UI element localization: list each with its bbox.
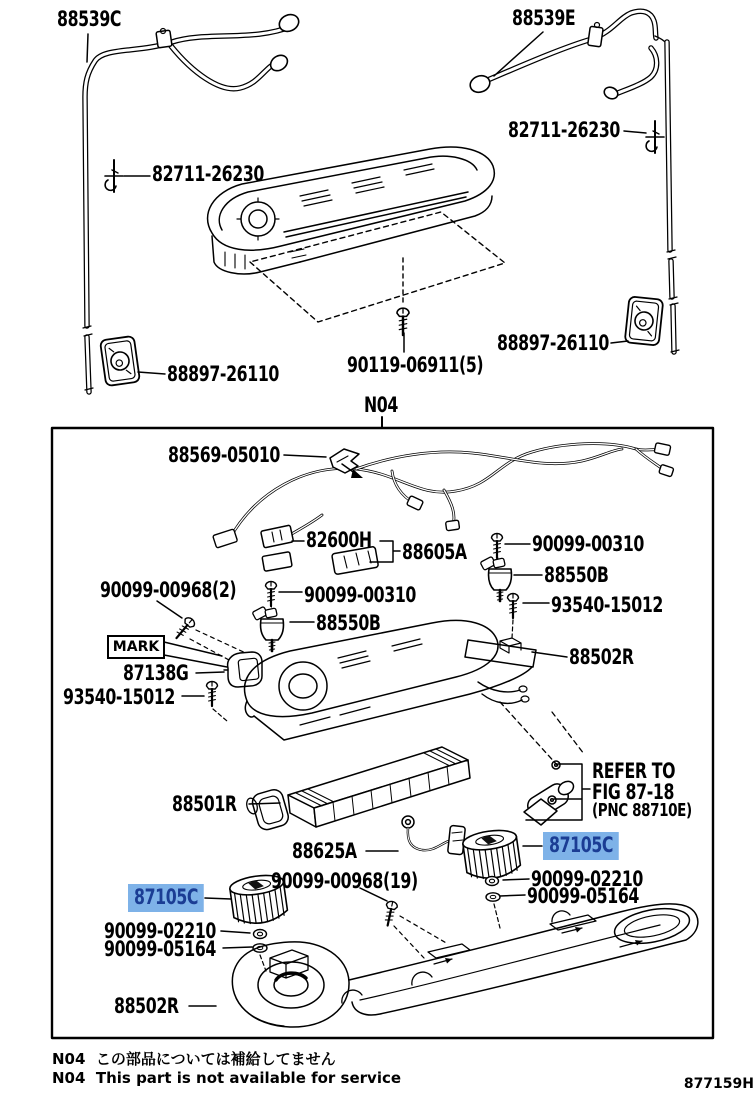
valve-right-drawing [480,556,511,601]
page-code: 877159H [683,1076,754,1092]
part-label-grommet-left: 88897-26110 [167,362,280,386]
footnote-english: N04 This part is not available for service [52,1069,402,1087]
part-label-screw-93540-r: 93540-15012 [551,593,664,617]
blower-right-drawing [462,827,522,881]
actuator-87138G-drawing [224,652,262,687]
part-label-nut-right: 90099-02210 [531,867,644,891]
part-label-valve-left: 88550B [316,611,381,635]
part-label-actuator: 87138G [123,661,189,685]
nut-washer-left-drawing [253,930,267,972]
part-label-case-lower: 88502R [114,994,179,1018]
lead-wire-drawing [402,816,465,855]
screw-93540-left-drawing [207,682,228,722]
refer-note-line1: REFER TO [592,759,676,783]
hose-assembly-left-drawing [83,12,301,392]
hose-clamp-left-drawing [105,160,123,192]
screw-00310-right-drawing [492,534,503,563]
part-label-clip-88569: 88569-05010 [168,443,281,467]
servo-drawing [524,761,576,825]
grommet-left-drawing [100,336,140,386]
valve-left-drawing [252,606,283,651]
hose-clamp-right-drawing [646,121,664,153]
part-label-grommet-right: 88897-26110 [497,331,610,355]
part-label-clamp-left: 82711-26230 [152,162,265,186]
part-label-blower-left[interactable]: 87105C [128,884,204,912]
part-label-hose-right: 88539E [512,6,576,30]
part-label-valve-right: 88550B [544,563,609,587]
part-label-nut-left: 90099-02210 [104,919,217,943]
part-label-clamp-right: 82711-26230 [508,118,621,142]
mark-tag: MARK [107,635,165,659]
part-label-screw-00310-r: 90099-00310 [532,532,645,556]
refer-note-line2: FIG 87-18 [592,780,675,804]
part-label-screw-93540-l: 93540-15012 [63,685,176,709]
part-label-washer-left: 90099-05164 [104,937,217,961]
part-label-blower-right[interactable]: 87105C [543,832,619,860]
part-label-bolt-90119: 90119-06911(5) [347,353,484,377]
part-label-case-upper: 88502R [569,645,634,669]
harness-clip-drawing [330,449,363,478]
screw-93540-right-drawing [508,594,519,639]
grommet-right-drawing [625,296,664,345]
part-label-harness: 82600H [306,528,372,552]
refer-dashed-links [500,702,584,766]
footnote-japanese: N04 この部品については補給してません [52,1050,336,1068]
part-label-washer-right: 90099-05164 [527,884,640,908]
part-label-screw-00310-l: 90099-00310 [304,583,417,607]
part-label-screw-00968-2: 90099-00968(2) [100,578,237,602]
part-label-lead-wire: 88625A [292,839,357,863]
part-label-connector: 88605A [402,540,467,564]
part-label-evaporator: 88501R [172,792,237,816]
screw-00310-left-drawing [266,582,277,612]
part-label-hose-left: 88539C [57,7,122,31]
refer-note-line3: (PNC 88710E) [592,800,692,821]
nut-washer-right-drawing [486,877,501,929]
n04-section-tag: N04 [364,393,398,417]
part-label-screw-00968-19: 90099-00968(19) [271,869,418,893]
evaporator-drawing [245,747,470,832]
heater-unit-drawing [245,620,536,740]
lower-case-drawing [232,903,698,1027]
